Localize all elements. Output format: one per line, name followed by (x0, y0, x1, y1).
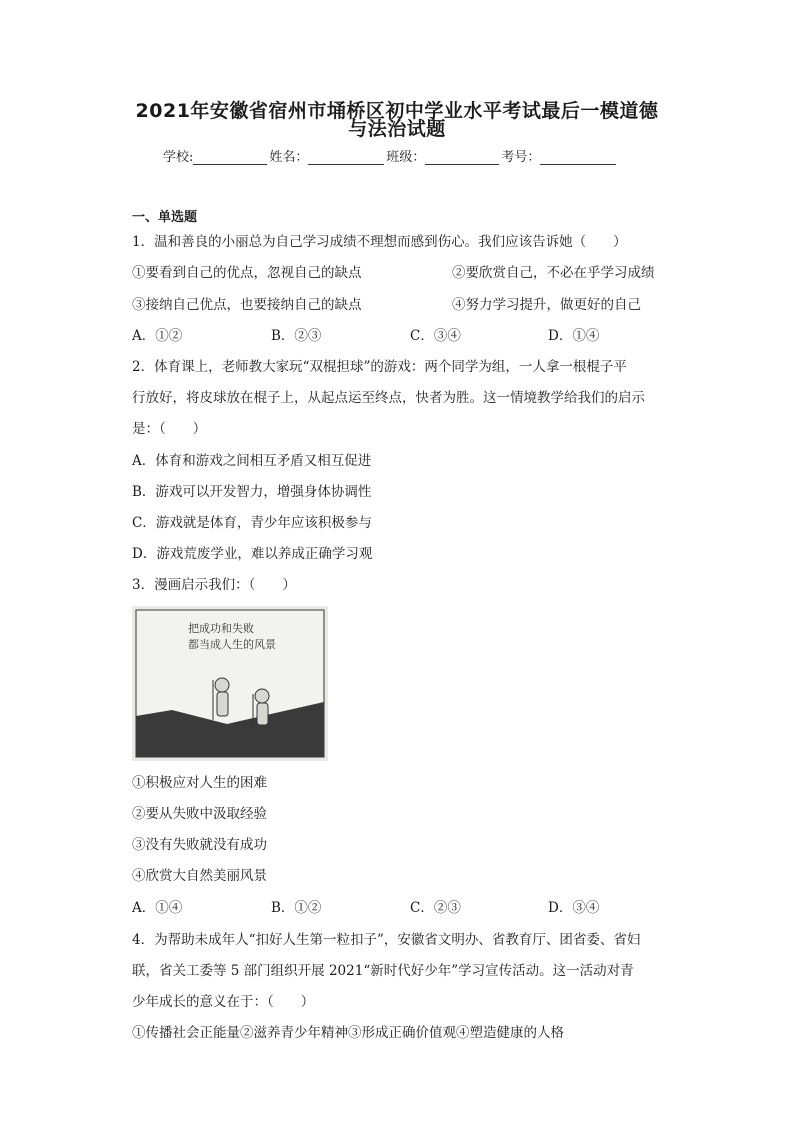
question-1-choice-a[interactable]: A．①② (132, 328, 183, 344)
name-field[interactable] (308, 150, 384, 165)
section-title: 一、单选题 (132, 210, 198, 225)
question-2-stem-line-2: 行放好，将皮球放在棍子上，从起点运至终点，快者为胜。这一情境教学给我们的启示 (132, 390, 645, 406)
question-3-statement-3: ③没有失败就没有成功 (132, 837, 267, 853)
question-3-statement-1: ①积极应对人生的困难 (132, 775, 267, 791)
name-label: 姓名： (269, 150, 309, 165)
comic-image (132, 606, 328, 761)
question-1-statement-4: ④努力学习提升，做更好的自己 (452, 297, 641, 313)
exam-title-line-1: 2021年安徽省宿州市埇桥区初中学业水平考试最后一模道德 (135, 100, 659, 122)
school-label: 学校: (163, 150, 194, 165)
exam-title-line-2: 与法治试题 (348, 118, 446, 140)
exam-number-label: 考号： (501, 150, 541, 165)
question-3-statement-2: ②要从失败中汲取经验 (132, 806, 267, 822)
question-3-choice-c[interactable]: C．②③ (410, 900, 461, 916)
question-2-choice-c[interactable]: C．游戏就是体育，青少年应该积极参与 (132, 515, 372, 531)
class-label: 班级： (386, 150, 426, 165)
comic-caption-line-2: 都当成人生的风景 (188, 638, 276, 651)
question-1-stem: 1．温和善良的小丽总为自己学习成绩不理想而感到伤心。我们应该告诉她（ ） (132, 234, 627, 250)
question-3-choice-d[interactable]: D．③④ (548, 900, 600, 916)
question-1-choice-c[interactable]: C．③④ (410, 328, 461, 344)
question-3-stem: 3．漫画启示我们：（ ） (132, 577, 296, 593)
comic-caption-line-1: 把成功和失败 (188, 622, 254, 635)
student-info-row (163, 146, 618, 165)
question-1-statement-2: ②要欣赏自己，不必在乎学习成绩 (452, 265, 655, 281)
question-4-stem-line-3: 少年成长的意义在于：（ ） (132, 994, 315, 1010)
question-1-statement-1: ①要看到自己的优点，忽视自己的缺点 (132, 265, 362, 281)
question-3-choice-a[interactable]: A．①④ (132, 900, 183, 916)
question-2-stem-line-3: 是：（ ） (132, 421, 207, 437)
question-2-choice-d[interactable]: D．游戏荒废学业，难以养成正确学习观 (132, 546, 373, 562)
question-3-statement-4: ④欣赏大自然美丽风景 (132, 868, 267, 884)
question-4-statements: ①传播社会正能量②滋养青少年精神③形成正确价值观④塑造健康的人格 (132, 1025, 564, 1041)
class-field[interactable] (425, 150, 499, 165)
school-field[interactable] (193, 150, 267, 165)
question-1-choice-b[interactable]: B．②③ (271, 328, 322, 344)
question-4-stem-line-2: 联，省关工委等 5 部门组织开展 2021“新时代好少年”学习宣传活动。这一活动对青 (132, 963, 634, 979)
question-2-choice-a[interactable]: A．体育和游戏之间相互矛盾又相互促进 (132, 453, 372, 469)
question-3-choice-b[interactable]: B．①② (271, 900, 322, 916)
question-4-stem-line-1: 4．为帮助未成年人“扣好人生第一粒扣子”，安徽省文明办、省教育厅、团省委、省妇 (132, 932, 641, 948)
exam-number-field[interactable] (540, 150, 616, 165)
question-2-choice-b[interactable]: B．游戏可以开发智力，增强身体协调性 (132, 484, 372, 500)
question-2-stem-line-1: 2．体育课上，老师教大家玩“双棍担球”的游戏：两个同学为组，一人拿一根棍子平 (132, 359, 627, 375)
question-1-statement-3: ③接纳自己优点，也要接纳自己的缺点 (132, 297, 362, 313)
question-1-choice-d[interactable]: D．①④ (548, 328, 600, 344)
